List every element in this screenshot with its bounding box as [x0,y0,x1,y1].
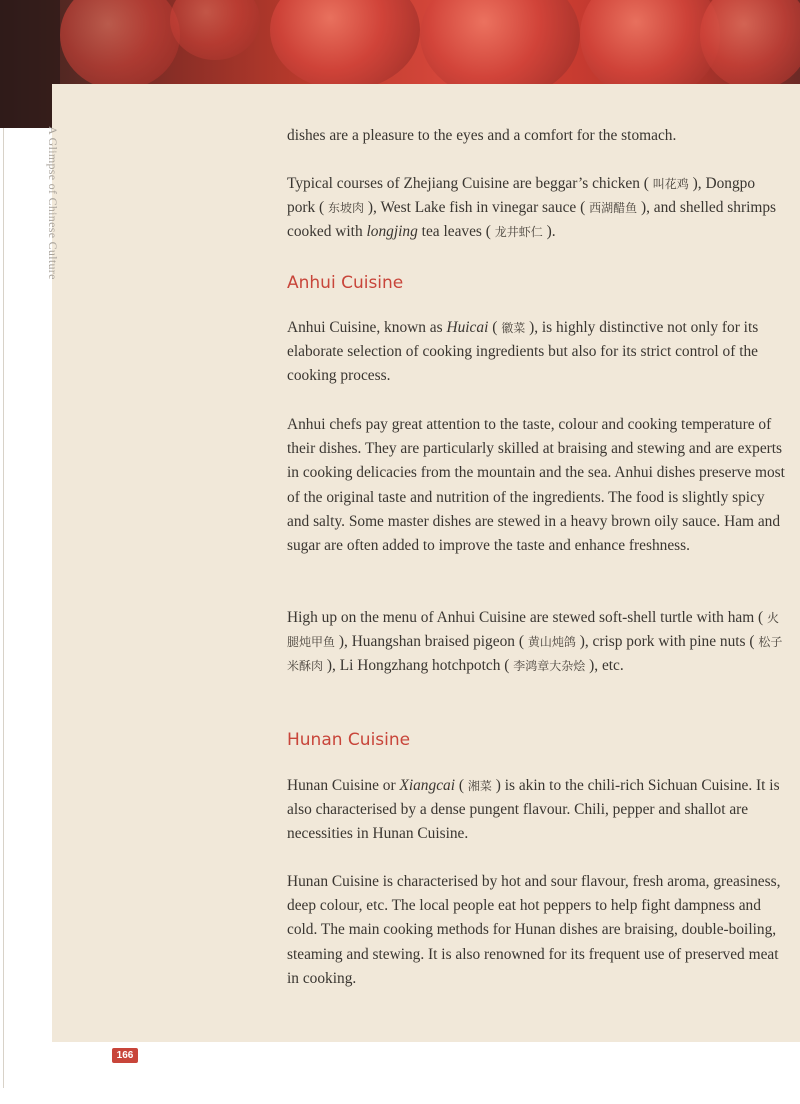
text-run: High up on the menu of Anhui Cuisine are stewed soft-shell turtle with ham ( [287,609,764,626]
paragraph-intro-end: dishes are a pleasure to the eyes and a comfort for the stomach. [287,127,677,144]
section-heading-anhui: Anhui Cuisine [287,273,404,293]
paragraph-anhui-menu [287,606,787,679]
text-run: ), Dongpo pork ( [287,175,756,217]
text-run: tea leaves ( [417,223,491,241]
chinese-term: 徽菜 [501,321,526,335]
text-run: ). [546,223,556,241]
chinese-term: 松子米酥肉 [287,635,783,674]
text-run: ), is highly distinctive not only for its elaborate selection of cooking ingredients but also for its strict control of the cooking process. [287,319,759,385]
chinese-term: 龙井虾仁 [494,225,543,240]
chinese-term: 叫花鸡 [652,177,689,191]
chinese-term: 湘菜 [467,779,492,793]
italic-term: longjing [366,223,418,241]
text-run: Anhui Cuisine, known as [287,319,447,336]
text-run: ) is akin to the chili-rich Sichuan Cuisine. It is also characterised by a dense pungent flavour. Chili, pepper and shallot are necessities in Hunan Cuisine. [287,777,780,843]
italic-term: Xiangcai [399,777,456,794]
chinese-term: 火腿炖甲鱼 [287,611,780,650]
page-edge-line [3,128,4,1088]
text-run: ), Li Hongzhang hotchpotch ( [326,657,510,675]
chinese-term: 西湖醋鱼 [589,201,638,216]
text-run: Hunan Cuisine or [287,777,400,794]
chinese-term: 李鸿章大杂烩 [513,659,586,674]
paragraph-zhejiang-courses [287,172,787,245]
text-run: ), West Lake fish in vinegar sauce ( [367,199,586,217]
paragraph-anhui-intro [287,316,787,389]
running-title: A Glimpse of Chinese Culture [46,126,60,280]
text-run: Typical courses of Zhejiang Cuisine are beggar’s chicken ( [287,175,649,192]
section-heading-hunan: Hunan Cuisine [287,730,411,750]
chinese-term: 东坡肉 [328,201,365,216]
paragraph-hunan-intro [287,774,787,847]
paragraph-hunan-flavour: Hunan Cuisine is characterised by hot and sour flavour, fresh aroma, greasiness, deep colour, etc. The local people eat hot peppers to help fight dampness and cold. The main cooking methods for Hunan dishes are braising, double-boiling, steaming and stewing. It is also renowned for its frequent use of preserved meat in cooking. [287,873,781,987]
text-run: ), etc. [589,657,624,675]
chinese-term: 黄山炖鸽 [527,635,576,650]
paragraph-anhui-chefs: Anhui chefs pay great attention to the taste, colour and cooking temperature of their dishes. They are particularly skilled at braising and stewing and are experts in cooking delicacies from the mountain and the sea. Anhui dishes preserve most of the original taste and nutrition of the ingredients. The food is slightly spicy and salty. Some master dishes are stewed in a heavy brown oily sauce. Ham and sugar are often added to improve the taste and enhance freshness. [287,416,785,555]
text-run: ), Huangshan braised pigeon ( [338,633,524,651]
page-number-badge: 166 [112,1048,138,1063]
text-run: ), and shelled shrimps cooked with [287,199,777,241]
text-run: ), crisp pork with pine nuts ( [579,633,755,651]
text-run: ( [455,777,464,794]
italic-term: Huicai [446,319,489,336]
text-run: ( [488,319,498,336]
